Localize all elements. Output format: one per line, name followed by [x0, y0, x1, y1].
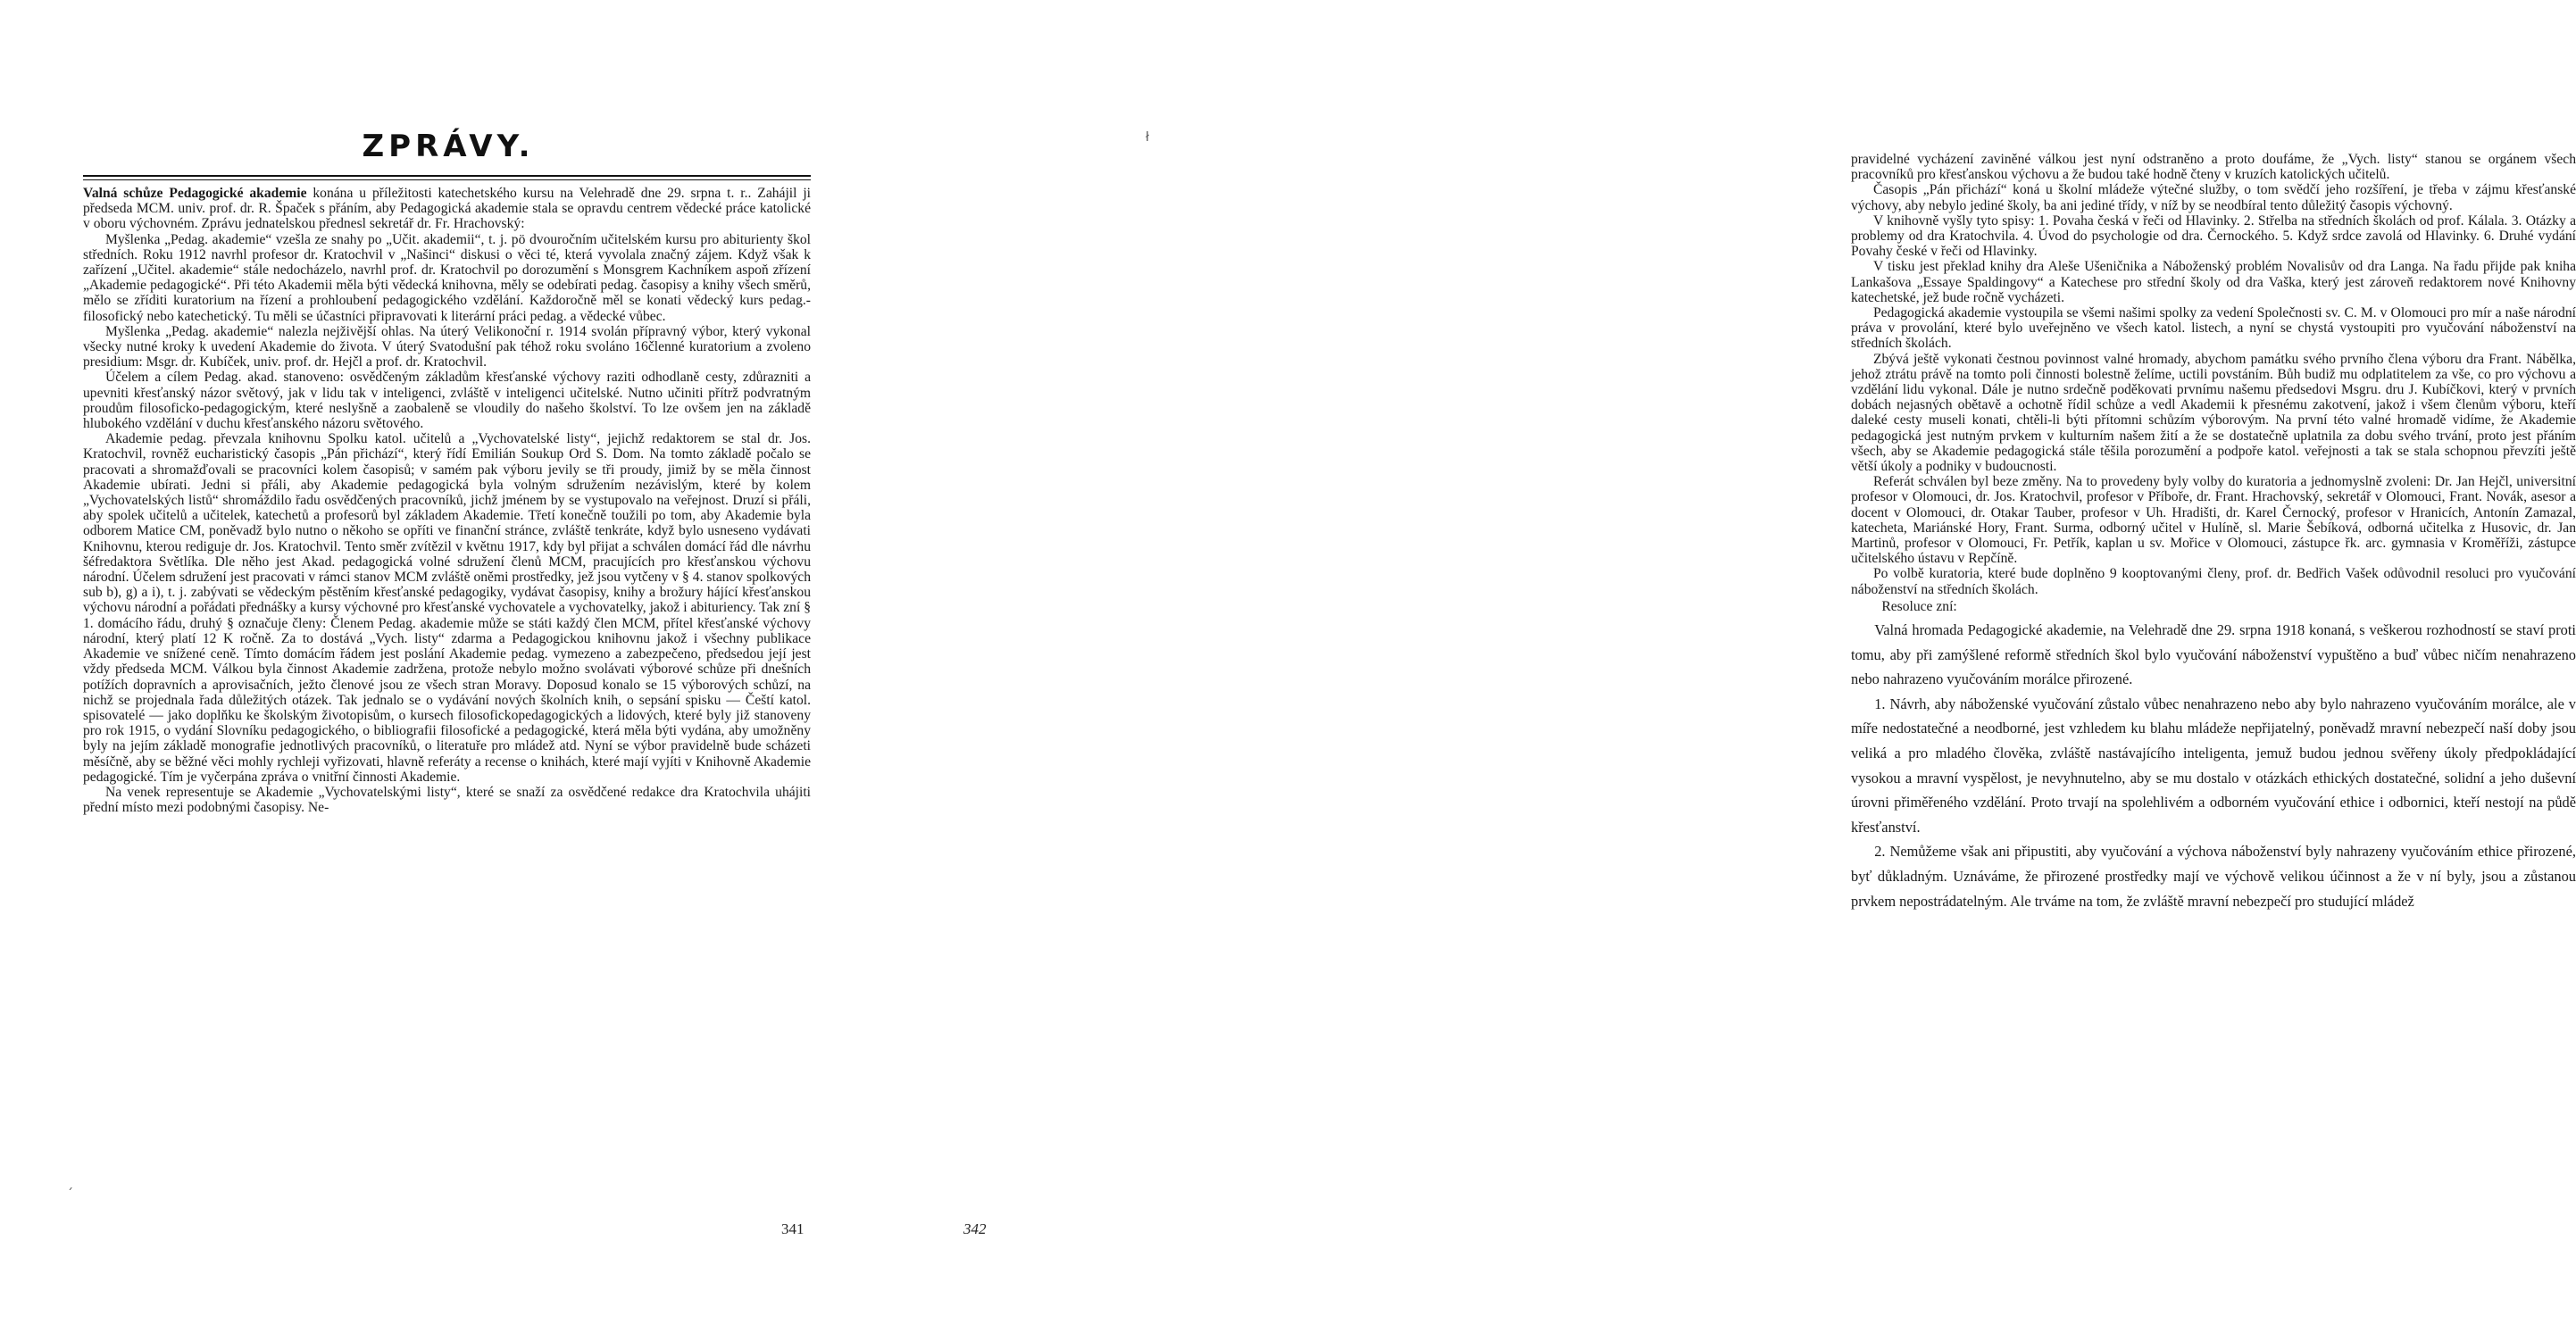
- margin-mark: ˊ: [67, 1187, 73, 1202]
- paragraph: Myšlenka „Pedag. akademie“ vzešla ze snahy po „Učit. akademii“, t. j. pö dvouročním učitelském kursu pro abiturienty škol středních. Roku 1912 navrhl profesor dr. Kratochvil v „Našinci“ diskusi o věci té, která vyvolala značný zájem. Když však k zařízení „Učitel. akademie“ stále nedocházelo, navrhl prof. dr. Kratochvil po dorozumění s Monsgrem Kachníkem aspoň zřízení „Akademie pedagogické“. Při této Akademii měla býti vědecká knihovna, měly se odebírati pedag. časopisy a knihy všech směrů, mělo se zříditi kuratorium na řízení a prohloubení pedagogického vzdělání. Každoročně měl se konati vědecký kurs pedag.-filosofický nebo katechetický. Tu měli se účastníci připravovati k literární práci pedag. a vědecké vůbec.: [83, 231, 811, 324]
- resolution-paragraph: 1. Návrh, aby náboženské vyučování zůstalo vůbec nenahrazeno nebo aby bylo nahrazeno vyučováním morálce, ale v míře nedostatečné a neodborné, jest vzhledem ku blahu mládeže nepřijatelný, poněvadž mravní nebezpečí naší doby jsou veliká a pro mladého člověka, zvláště nastávajícího inteligenta, jemuž budou jednou svěřeny úkoly předpokládající vysokou a mravní vyspělost, je nevyhnutelno, aby se mu dostalo v otázkách ethických dostatečné, solidní a jeho duševní úrovni přiměřeného vzdělání. Proto trvají na spolehlivém a odborném vyučování ethice i odbornici, kteří nestojí na půdě křesťanství.: [1851, 695, 2576, 836]
- paragraph: Referát schválen byl beze změny. Na to provedeny byly volby do kuratoria a jednomyslně zvoleni: Dr. Jan Hejčl, universitní profesor v Olomouci, dr. Jos. Kratochvil, profesor v Příboře, dr. Frant. Hrachovský, sekretář v Olomouci, Frant. Novák, asesor a docent v Olomouci, dr. Otakar Tauber, profesor v Uh. Hradišti, dr. Karel Černocký, profesor v Hranicích, Antonín Zamazal, katecheta, Mariánské Hory, Frant. Surma, odborný učitel v Hulíně, sl. Marie Šebíková, odborná učitelka z Husovic, dr. Jan Martinů, profesor v Olomouci, Fr. Petřík, kaplan u sv. Mořice v Olomouci, zástupce řk. arc. gymnasia v Kroměříži, zástupce učitelského ústavu v Repčíně.: [1851, 474, 2576, 567]
- paragraph: Na venek representuje se Akademie „Vychovatelskými listy“, které se snaží za osvědčené redakce dra Kratochvila uhájiti přední místo mezi podobnými časopisy. Ne-: [83, 784, 811, 816]
- paragraph: Pedagogická akademie vystoupila se všemi našimi spolky za vedení Společnosti sv. C. M. v Olomouci pro mír a naše národní práva v provolání, které bylo uveřejněno ve všech katol. listech, a nyní se chystá vystoupiti pro vyučování náboženství na středních školách.: [1851, 305, 2576, 352]
- paragraph: Po volbě kuratoria, které bude doplněno 9 kooptovanými členy, prof. dr. Bedřich Vašek odůvodnil resoluci pro vyučování náboženství na středních školách.: [1851, 566, 2576, 597]
- resolution-paragraph: 2. Nemůžeme však ani připustiti, aby vyučování a výchova náboženství byly nahrazeny vyučováním ethice přirozené, byť důkladným. Uznáváme, že přirozené prostředky mají ve výchově velikou účinnost a že v ní byly, jsou a zůstanou prvkem nepostrádatelným. Ale trváme na tom, že zvláště mravní nebezpečí pro studující mládež: [1851, 843, 2576, 910]
- page-title: ZPRÁVY.: [362, 129, 535, 164]
- heading-rule: [83, 175, 811, 177]
- lead-paragraph: [83, 186, 811, 232]
- resolution-heading: Resoluce zní:: [1881, 598, 1957, 614]
- paragraph: V tisku jest překlad knihy dra Aleše Ušeničnika a Náboženský problém Novalisův od dra Langa. Na řadu přijde pak kniha Lankašova „Essaye Spaldingovy“ a Katechese pro střední školy od dra Vaška, který jest zároveň redaktorem nové Knihovny katechetské, jež bude ročně vycházeti.: [1851, 259, 2576, 305]
- paragraph: Akademie pedag. převzala knihovnu Spolku katol. učitelů a „Vychovatelské listy“, jejichž redaktorem se stal dr. Jos. Kratochvil, rovněž eucharistický časopis „Pán přichází“, který řídí Emilián Soukup Ord S. Dom. Na tomto základě počalo se pracovati a shromažďovali se pracovníci kolem časopisů; v samém pak výboru jevily se tři proudy, jimiž by se měla činnost Akademie ubírati. Jedni si přáli, aby Akademie pedagogická byla volným sdružením nezávislým, které by kolem „Vychovatelských listů“ shromáždilo řadu osvědčených pracovníků, jichž jménem by se vystupovalo na veřejnost. Druzí si přáli, aby spolek učitelů a učitelek, katechetů a profesorů byl základem Akademie. Třetí konečně toužili po tom, aby Akademie byla odborem Matice CM, poněvadž bylo nutno o někoho se opříti ve finanční stránce, zvláště tenkráte, když bylo usneseno vydávati Knihovnu, kterou rediguje dr. Jos. Kratochvil. Tento směr zvítězil v květnu 1917, kdy byl přijat a schválen domácí řád dle návrhu šéfredaktora Světlíka. Dle něho jest Akad. pedagogická volné sdružení členů MCM, pracujících pro křesťanskou výchovu národní. Účelem sdružení jest pracovati v rámci stanov MCM zvláště oněmi prostředky, jež jsou vytčeny v § 4. stanov spolkových sub b), g) a i), t. j. zabývati se vědeckým pěstěním křesťanské pedagogiky, vydávat časopisy, knihy a brožury hájící křesťanskou výchovu národní a pořádati přednášky a kursy výchovné pro křesťanské vychovatele a vychovatelky, jakož i abituriency. Tak zní § 1. domácího řádu, druhý § označuje členy: Členem Pedag. akademie může se státi každý člen MCM, přítel křesťanské výchovy národní, který platí 12 K ročně. Za to dostává „Vych. listy“ zdarma a Pedagogickou knihovnu jakož i všechny publikace Akademie ve snížené ceně. Tímto domácím řádem jest poslání Akademie pedag. vymezeno a zabezpečeno, předsedou její jest vždy předseda MCM. Válkou byla činnost Akademie zadržena, protože nebylo možno svolávati výborové schůze při dnešních potížích dopravních a aprovisačních, ježto členové jsou ze všech stran Moravy. Doposud konalo se 15 výborových schůzí, na nichž se projednala řada důležitých otázek. Tak jednalo se o vydávání nových školních knih, o sepsání spisku — Čeští katol. spisovatelé — jako doplňku ke školským životopisům, o kursech filosofickopedagogických a lidových, které byly již stanoveny pro rok 1915, o vydání Slovníku pedagogického, o bibliografii filosofické a pedagogické, která měla býti vydána, aby umožněny byly na jejím základě monografie jednotlivých pracovníků, o literatuře pro mládež atd. Nyní se výbor pravidelně bude scházeti měsíčně, aby se běžné věci mohly rychleji vyřizovati, hlavně referáty a recense o knihách, které mají vyjíti v Knihovně Akademie pedagogické. Tím je vyčerpána zpráva o vnitřní činnosti Akademie.: [83, 431, 811, 785]
- resolution-paragraph: Valná hromada Pedagogické akademie, na Velehradě dne 29. srpna 1918 konaná, s veškerou rozhodností se staví proti tomu, aby při zamýšlené reformě středních škol bylo vyučování náboženství vypuštěno a buď vůbec ničím nenahrazeno nebo nahrazeno vyučováním morálce přirozené.: [1851, 621, 2576, 688]
- right-page: [887, 0, 2576, 1340]
- lead-title: Valná schůze Pedagogické akademie: [83, 186, 307, 201]
- heading-rule-thin: [83, 179, 811, 180]
- top-mark: ł: [1146, 130, 1149, 145]
- resolution: [1851, 618, 2576, 913]
- paragraph: Účelem a cílem Pedag. akad. stanoveno: osvědčeným základům křesťanské výchovy raziti odhodlaně cesty, zdůrazniti a upevniti křesťanský názor světový, jak v lidu tak v inteligenci, zvláště v inteligenci učitelské. Nutno učiniti přítrž podvratným proudům filosoficko-pedagogickým, které neslyšně a zaobaleně se vloudily do našeho školství. To lze ovšem jen na základě hlubokého vzdělání v duchu křesťanského názoru světového.: [83, 370, 811, 432]
- page-number-left: 341: [781, 1220, 804, 1237]
- paragraph: pravidelné vycházení zaviněné válkou jest nyní odstraněno a proto doufáme, že „Vych. listy“ stanou se orgánem všech pracovníků pro křesťanskou výchovu a že budou také hodně čteny v kruzích katolických učitelů.: [1851, 152, 2576, 183]
- lead-text: konána u příležitosti katechetského kursu na Velehradě dne 29. srpna t. r.. Zahájil ji předseda MCM. univ. prof. dr. R. Špaček s přáním, aby Pedagogická akademie stala se opravdu centrem vědecké práce katolické v oboru výchovném. Zprávu jednatelskou přednesl sekretář dr. Fr. Hrachovský:: [83, 186, 811, 232]
- right-column: [1851, 152, 2576, 913]
- left-page: [0, 0, 887, 1340]
- paragraph: V knihovně vyšly tyto spisy: 1. Povaha česká v řeči od Hlavinky. 2. Střelba na středních školách od prof. Kálala. 3. Otázky a problemy od dra Kratochvila. 4. Úvod do psychologie od dra. Černockého. 5. Když srdce zavolá od Hlavinky. 6. Druhé vydání Povahy české v řeči od Hlavinky.: [1851, 212, 2576, 260]
- paragraph: Časopis „Pán přichází“ koná u školní mládeže výtečné služby, o tom svědčí jeho rozšíření, je třeba v zájmu křesťanské výchovy, aby nebylo jediné školy, ba ani jediné třídy, v níž by se neodbíral tento důležitý časopis výchovný.: [1851, 182, 2576, 213]
- page-number-right: 342: [963, 1220, 987, 1237]
- paragraph: Zbývá ještě vykonati čestnou povinnost valné hromady, abychom památku svého prvního člena výboru dra Frant. Nábělka, jehož ztrátu právě na tomto poli činnosti bolestně želíme, uctili povstáním. Bůh budiž mu odplatitelem za vše, co pro výchovu a vzdělání lidu vykonal. Dále je nutno srdečně poděkovati prvnímu našemu předsedovi Msgru. dru J. Kubíčkovi, který v prvních dobách nejasných obětavě a ochotně řídil schůze a vedl Akademii k přesnému zakotvení, jakož i všem členům výboru, kteří daleké cesty museli konati, chtěli-li býti přítomni schůzím výborovým. Na první této valné hromadě vidíme, že Akademie pedagogická jest nutným prvkem v kulturním našem žití a že se dostatečně uplatnila za dobu svého trvání, proto jest přáním všech, aby se Akademie pedagogická stále těšila porozumění a podpoře katol. veřejnosti a tak se stala schopnou převzíti ještě větší úkoly a podniky v budoucnosti.: [1851, 351, 2576, 475]
- left-column: [83, 186, 811, 815]
- paragraph: Myšlenka „Pedag. akademie“ nalezla nejživější ohlas. Na úterý Velikonoční r. 1914 svolán přípravný výbor, který vykonal všecky nutné kroky k uvedení Akademie do života. V úterý Svatodušní pak téhož roku svoláno 16členné kuratorium a zvoleno presidium: Msgr. dr. Kubíček, univ. prof. dr. Hejčl a prof. dr. Kratochvil.: [83, 323, 811, 370]
